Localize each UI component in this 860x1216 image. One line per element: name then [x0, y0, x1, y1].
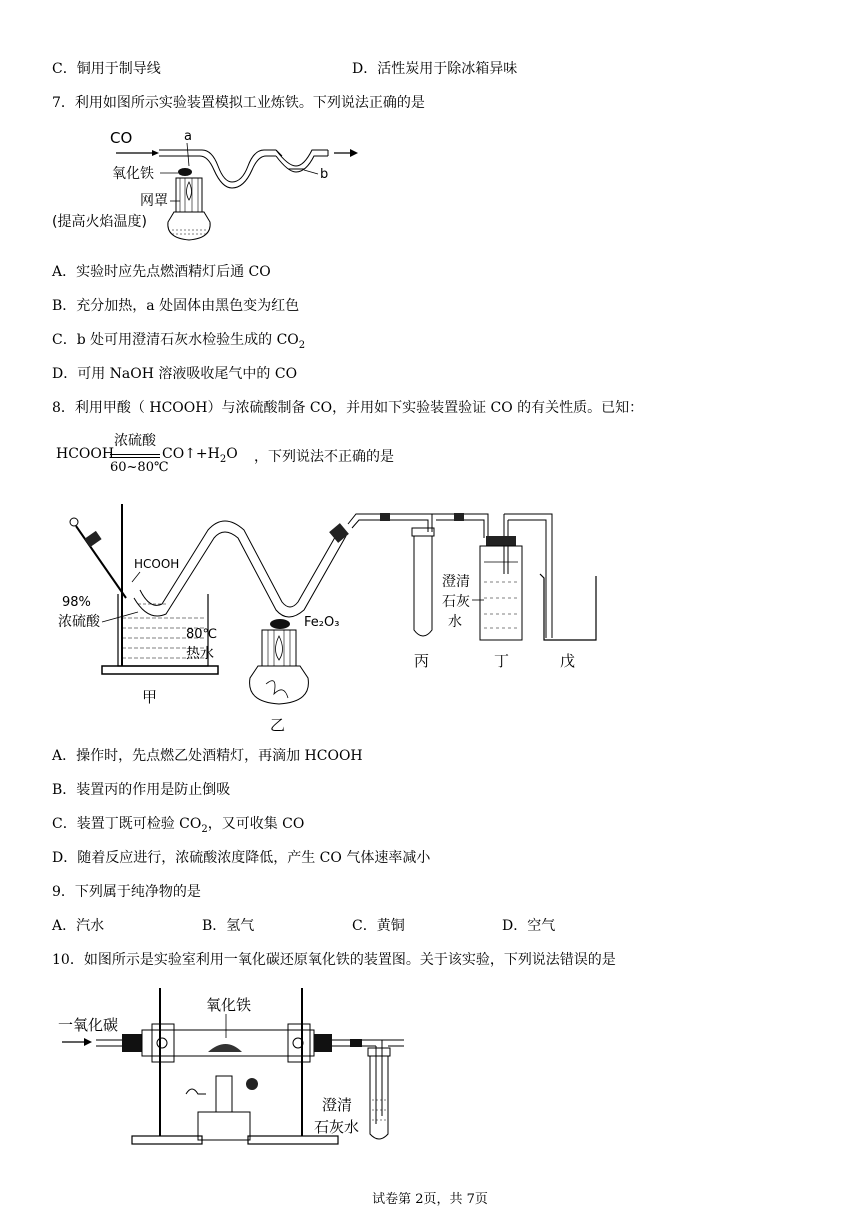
q8-yi-label: 乙	[270, 716, 286, 734]
q10-iron-oxide-label: 氧化铁	[206, 996, 252, 1014]
q8-bing-label: 丙	[414, 652, 430, 670]
q7-mesh-label: 网罩	[140, 193, 168, 209]
q7-figure	[52, 126, 392, 244]
q7-co-label: CO	[110, 129, 133, 147]
q7-option-c: C．b 处可用澄清石灰水检验生成的 $CO_2$	[52, 332, 306, 351]
q7-mesh-note: (提高火焰温度)	[52, 214, 147, 230]
q8-stem: 8．利用甲酸（ HCOOH）与浓硫酸制备 CO，并用如下实验装置验证 CO 的有关性质。已知：	[52, 400, 644, 416]
q8-acid-pct-label: 98%	[62, 595, 91, 610]
q7-b-label: b	[320, 167, 329, 182]
q9-option-d: D．空气	[502, 918, 556, 934]
q6-option-c: C．铜用于制导线	[52, 61, 161, 77]
q9-stem: 9．下列属于纯净物的是	[52, 884, 201, 900]
q10-stem: 10．如图所示是实验室利用一氧化碳还原氧化铁的装置图。关于该实验，下列说法错误的是	[52, 952, 616, 968]
q7-stem: 7．利用如图所示实验装置模拟工业炼铁。下列说法正确的是	[52, 95, 425, 111]
q8-option-a: A．操作时，先点燃乙处酒精灯，再滴加 HCOOH	[52, 748, 363, 764]
q9-option-a: A．汽水	[52, 918, 105, 934]
q8-option-d: D．随着反应进行，浓硫酸浓度降低，产生 CO 气体速率减小	[52, 850, 431, 866]
q8-equation	[56, 426, 476, 476]
q9-option-c: C．黄铜	[352, 918, 405, 934]
q7-iron-oxide-label: 氧化铁	[112, 166, 154, 182]
q8-jia-label: 甲	[142, 688, 158, 706]
q8-option-b: B．装置丙的作用是防止倒吸	[52, 782, 231, 798]
q8-hot-water-label: 热水	[186, 646, 214, 662]
q8-lime-label-1: 澄清	[442, 574, 470, 590]
q8-lime-label-2: 石灰	[442, 594, 470, 610]
q8-eq-condition-top: 浓硫酸	[114, 433, 156, 449]
q7-option-d: D．可用 NaOH 溶液吸收尾气中的 CO	[52, 366, 298, 382]
q8-lime-label-3: 水	[448, 614, 462, 630]
q8-figure	[56, 498, 616, 736]
q8-eq-right: $CO↑+H_2O$	[162, 446, 238, 465]
q8-eq-left: HCOOH	[56, 446, 115, 462]
q8-hcooh-label: HCOOH	[134, 557, 180, 571]
q8-temp-label: 80℃	[186, 627, 218, 642]
q8-option-c: C．装置丁既可检验 $CO_2$，又可收集 CO	[52, 816, 305, 835]
q10-co-label: 一氧化碳	[58, 1016, 119, 1034]
q7-a-label: a	[184, 129, 192, 144]
q10-lime-label-2: 石灰水	[314, 1118, 360, 1136]
q10-lime-label-1: 澄清	[322, 1096, 353, 1114]
q6-option-d: D．活性炭用于除冰箱异味	[352, 61, 518, 77]
q8-fe2o3-label: Fe₂O₃	[304, 615, 340, 630]
q8-wu-label: 戊	[560, 652, 576, 670]
page-footer: 试卷第 2页，共 7页	[372, 1192, 488, 1207]
q7-option-a: A．实验时应先点燃酒精灯后通 CO	[52, 264, 271, 280]
q8-ding-label: 丁	[494, 652, 510, 670]
q10-figure	[56, 984, 416, 1148]
q8-eq-tail: ，下列说法不正确的是	[254, 449, 394, 465]
q8-acid-label: 浓硫酸	[58, 614, 100, 630]
q9-option-b: B．氢气	[202, 918, 255, 934]
q8-eq-condition-bottom: 60~80℃	[110, 460, 169, 475]
q7-option-b: B．充分加热，a 处固体由黑色变为红色	[52, 298, 300, 314]
